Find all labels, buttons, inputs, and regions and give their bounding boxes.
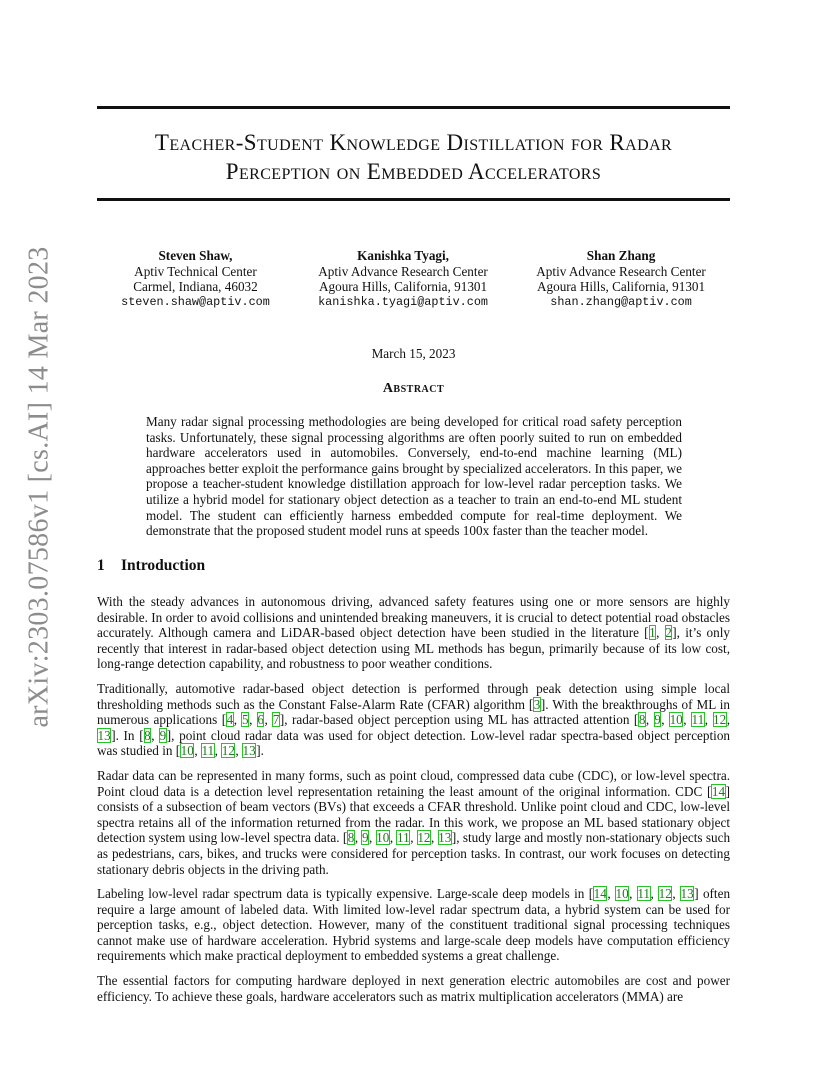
citation-link[interactable]: 11 — [691, 712, 705, 728]
paper-title-line-1: Teacher-Student Knowledge Distillation for Radar — [154, 130, 673, 155]
citation-link[interactable]: 8 — [144, 727, 151, 743]
citation-link[interactable]: 11 — [637, 886, 651, 902]
author-name: Kanishka Tyagi, — [357, 248, 449, 263]
paragraph-4: Labeling low-level radar spectrum data is typically expensive. Large-scale deep models in [14, 10, 11, 12, 13] often require a large amount of labeled data. With limited low-level radar spectrum data, a hybrid system can be used for perception tasks, e.g., object detection. However, many of the constituent traditional signal processing techniques cannot make use of hardware acceleration. Hybrid systems and large-scale deep models have computation efficiency requirements which make practical deployment to embedded systems a great challenge. — [97, 886, 731, 964]
author-3 — [536, 248, 706, 310]
citation-link[interactable]: 4 — [226, 712, 234, 728]
paper-title — [97, 128, 730, 186]
citation-link[interactable]: 12 — [713, 712, 727, 728]
citation-link[interactable]: 14 — [593, 886, 607, 902]
author-email[interactable]: steven.shaw@aptiv.com — [121, 294, 270, 309]
citation-link[interactable]: 10 — [376, 830, 390, 846]
citation-link[interactable]: 9 — [159, 727, 167, 743]
author-location: Carmel, Indiana, 46032 — [133, 279, 258, 294]
section-heading — [97, 557, 205, 575]
abstract-heading: Abstract — [382, 381, 445, 396]
title-rule-bottom — [97, 198, 730, 201]
citation-link[interactable]: 14 — [711, 783, 726, 799]
author-email[interactable]: kanishka.tyagi@aptiv.com — [318, 294, 488, 309]
citation-link[interactable]: 13 — [242, 743, 256, 759]
citation-link[interactable]: 13 — [438, 830, 452, 846]
author-block — [97, 248, 730, 310]
citation-link[interactable]: 10 — [180, 743, 194, 759]
arxiv-sidebar-stamp — [20, 246, 60, 728]
arxiv-identifier: arXiv:2303.07586v1 [cs.AI] 14 Mar 2023 — [24, 246, 56, 728]
citation-link[interactable]: 13 — [680, 886, 694, 902]
section-title: Introduction — [121, 557, 206, 574]
citation-link[interactable]: 11 — [396, 830, 410, 846]
citation-link[interactable]: 12 — [417, 830, 431, 846]
citation-link[interactable]: 11 — [201, 743, 215, 759]
author-affiliation: Aptiv Advance Research Center — [318, 263, 488, 279]
introduction-body — [97, 594, 730, 1013]
citation-link[interactable]: 6 — [257, 712, 264, 728]
citation-link[interactable]: 2 — [665, 625, 672, 641]
citation-link[interactable]: 12 — [221, 743, 235, 759]
author-location: Agoura Hills, California, 91301 — [536, 279, 706, 294]
citation-link[interactable]: 10 — [615, 886, 629, 902]
citation-link[interactable]: 9 — [654, 712, 661, 728]
citation-link[interactable]: 3 — [533, 696, 541, 712]
author-location: Agoura Hills, California, 91301 — [318, 279, 488, 294]
citation-link[interactable]: 8 — [347, 830, 355, 846]
citation-link[interactable]: 7 — [272, 712, 280, 728]
paragraph-2: Traditionally, automotive radar-based object detection is performed through peak detection using simple local thresholding methods such as the Constant False-Alarm Rate (CFAR) algorithm [3]. With the breakthroughs of ML in numerous applications [4, 5, 6, 7], radar-based object perception using ML has attracted attention [8, 9, 10, 11, 12, 13]. In [8, 9], point cloud radar data was used for object detection. Low-level radar spectra-based object perception was studied in [10, 11, 12, 13]. — [97, 680, 731, 759]
author-email[interactable]: shan.zhang@aptiv.com — [550, 294, 692, 309]
citation-link[interactable]: 13 — [97, 727, 111, 743]
title-rule-top — [97, 106, 730, 109]
author-affiliation: Aptiv Advance Research Center — [536, 263, 706, 279]
citation-link[interactable]: 10 — [669, 712, 683, 728]
publication-date: March 15, 2023 — [371, 346, 456, 361]
author-1 — [121, 248, 270, 310]
section-number: 1 — [97, 557, 105, 574]
paragraph-3: Radar data can be represented in many forms, such as point cloud, compressed data cube (CDC), or low-level spectra. Point cloud data is a detection level representation retaining the least amount of the original information. CDC [14] consists of a subsection of beam vectors (BVs) that exceeds a CFAR threshold. Unlike point cloud and CDC, low-level spectra retains all of the information returned from the radar. In this work, we propose an ML based stationary object detection system using low-level spectra data. [8, 9, 10, 11, 12, 13], study large and mostly non-stationary objects such as pedestrians, cars, bikes, and trucks were considered for perception tasks. In contrast, our work focuses on detecting stationary debris objects in the driving path. — [97, 767, 731, 877]
author-name: Shan Zhang — [586, 248, 656, 263]
citation-link[interactable]: 9 — [361, 830, 369, 846]
author-2 — [318, 248, 488, 310]
citation-link[interactable]: 8 — [638, 712, 646, 728]
paper-title-line-2: Perception on Embedded Accelerators — [225, 159, 602, 184]
paragraph-5: The essential factors for computing hardware deployed in next generation electric automobiles are cost and power efficiency. To achieve these goals, hardware accelerators such as matrix multiplication accelerators (MMA) are — [97, 973, 730, 1004]
abstract-text: Many radar signal processing methodologies are being developed for critical road safety perception tasks. Unfortunately, these signal processing algorithms are often poorly suited to run on embedded hardware accelerators used in automobiles. Conversely, end-to-end machine learning (ML) approaches better exploit the performance gains brought by specialized accelerators. In this paper, we propose a teacher-student knowledge distillation approach for low-level radar perception tasks. We utilize a hybrid model for stationary object detection as a teacher to train an end-to-end ML student model. The student can efficiently harness embedded compute for real-time deployment. We demonstrate that the proposed student model runs at speeds 100x faster than the teacher model. — [146, 414, 682, 539]
citation-link[interactable]: 1 — [649, 625, 656, 641]
citation-link[interactable]: 12 — [658, 886, 672, 902]
author-affiliation: Aptiv Technical Center — [134, 263, 257, 279]
citation-link[interactable]: 5 — [241, 712, 249, 728]
author-name: Steven Shaw, — [158, 248, 233, 263]
paragraph-1: With the steady advances in autonomous driving, advanced safety features using one or more sensors are highly desirable. In order to avoid collisions and unintended breaking maneuvers, it is crucial to detect potential road obstacles accurately. Although camera and LiDAR-based object detection have been studied in the literature [1, 2], it’s only recently that interest in radar-based object detection using ML methods has begun, primarily because of its low cost, long-range detection capability, and robustness to poor weather conditions. — [97, 594, 730, 672]
